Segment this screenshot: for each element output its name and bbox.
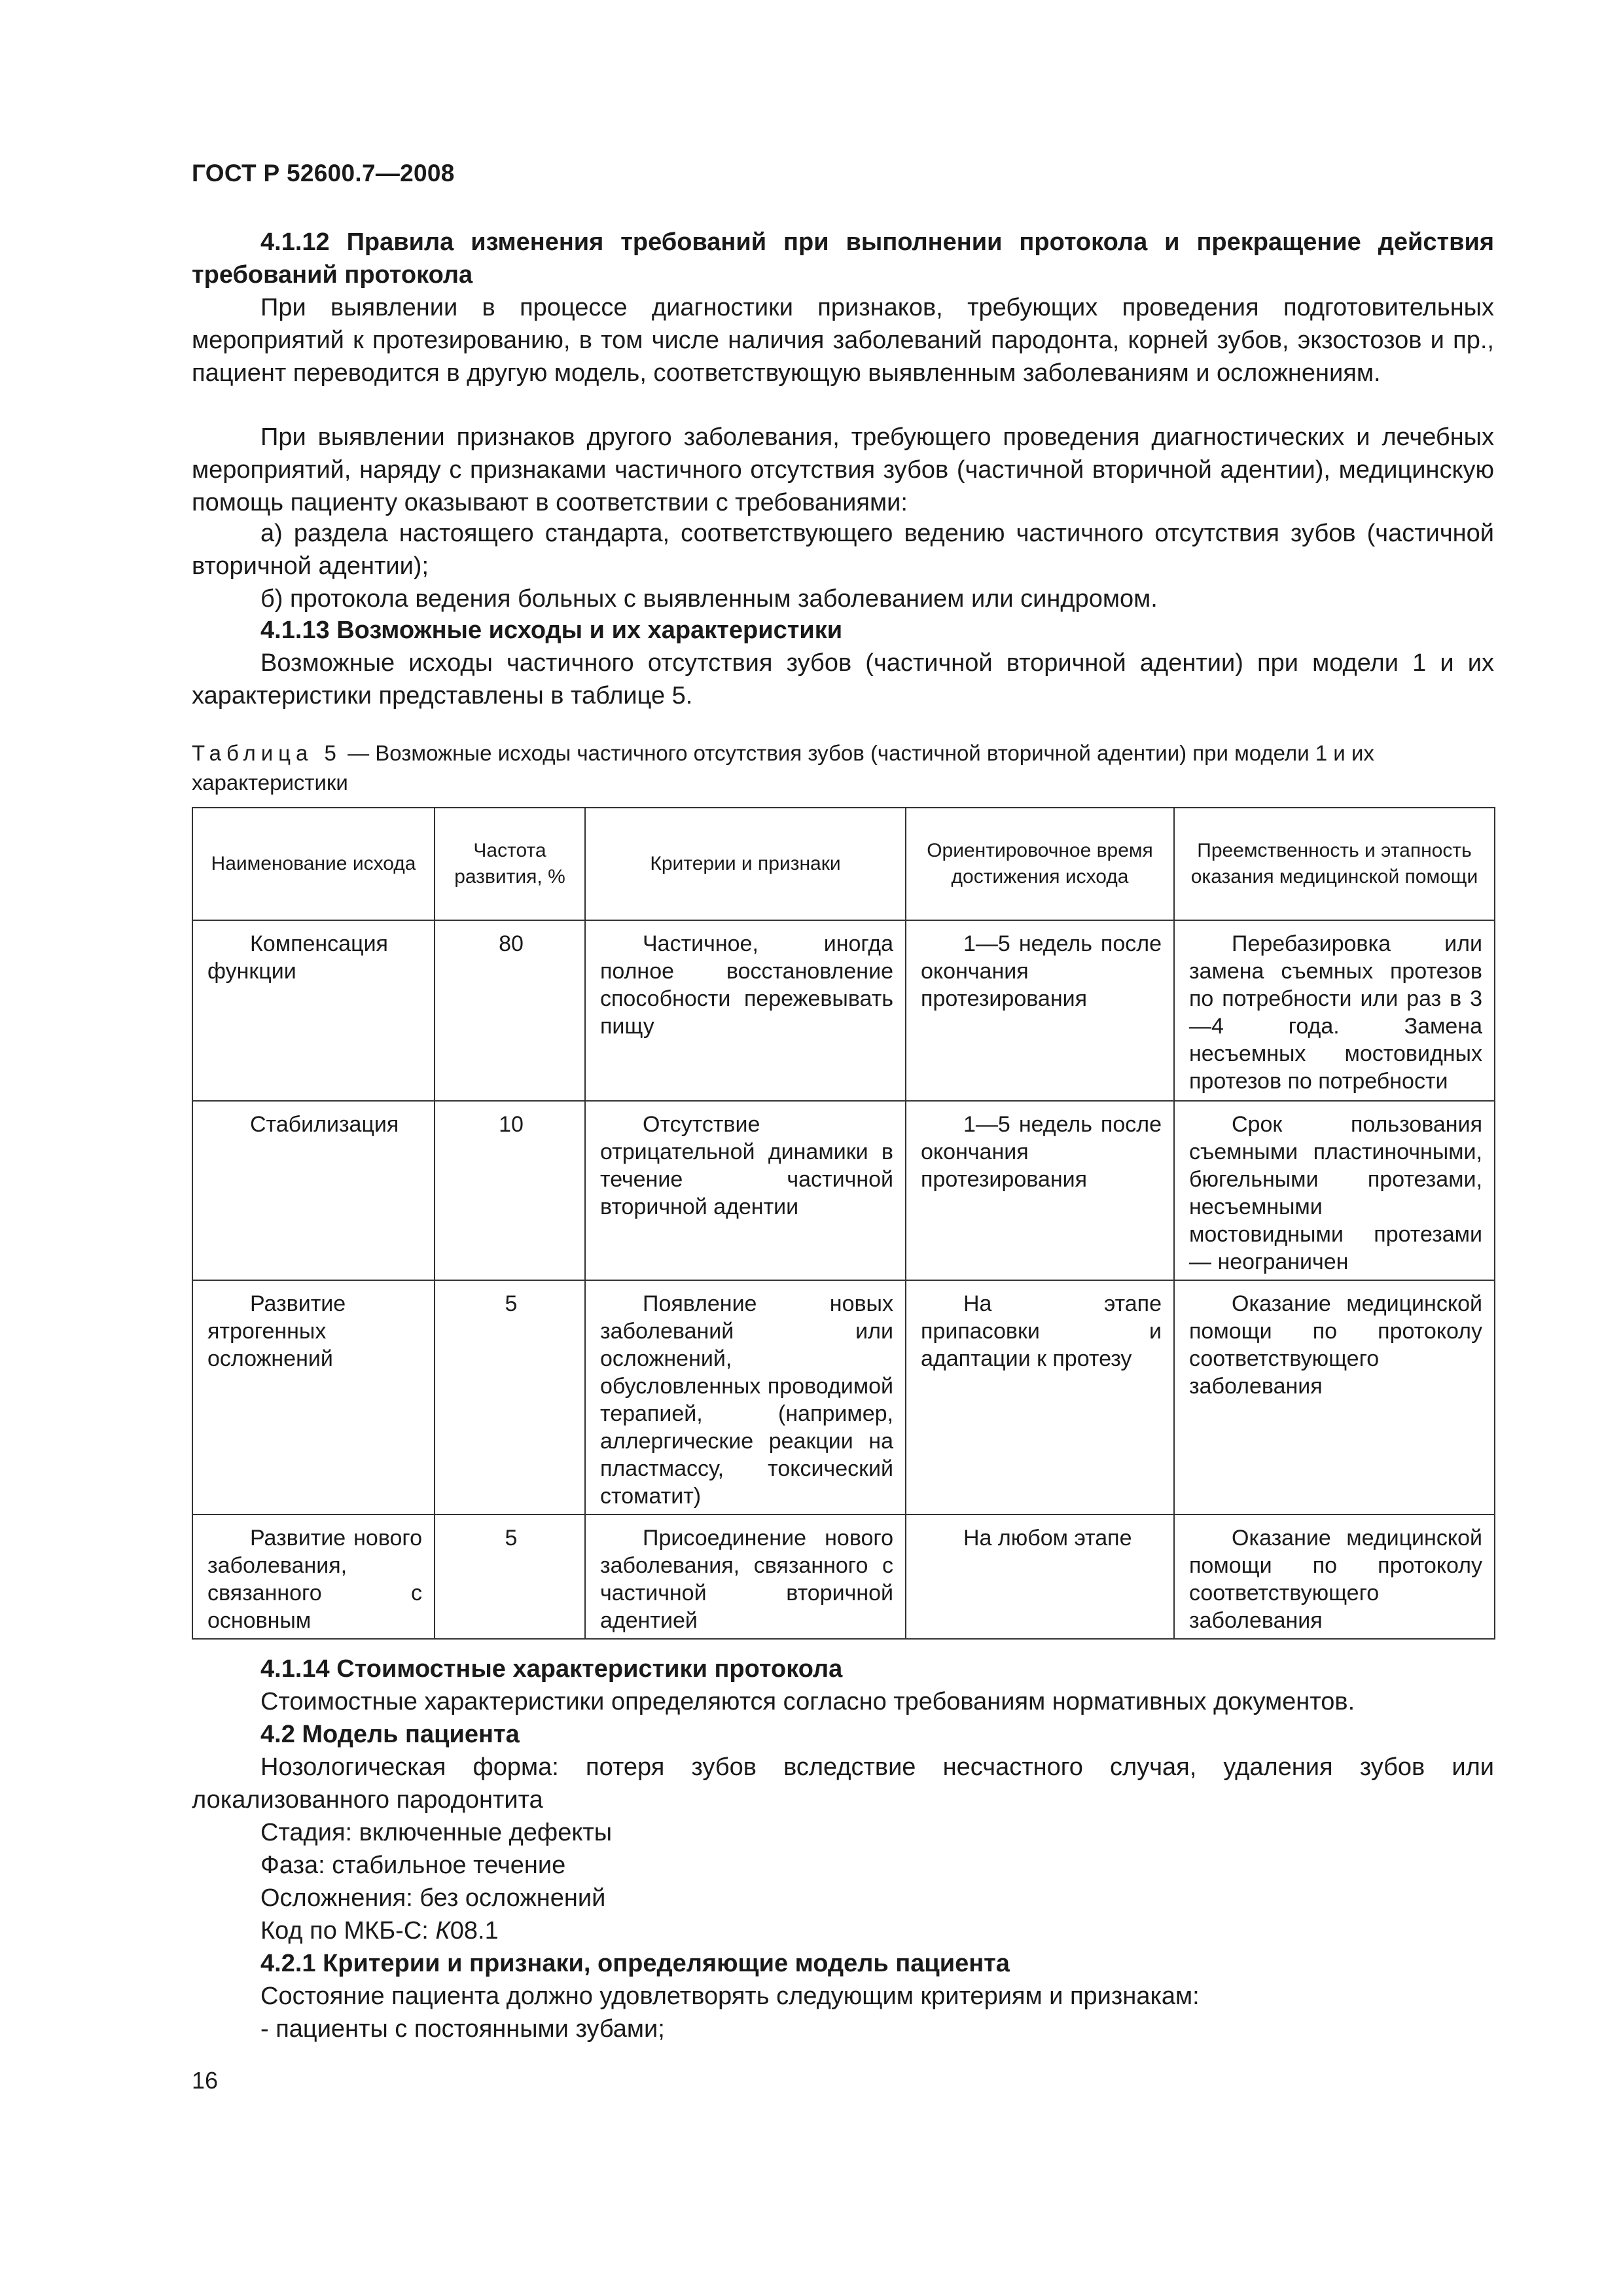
table-5-caption-label: Таблица 5 xyxy=(192,741,342,765)
section-4-2-1-heading: 4.2.1 Критерии и признаки, определяющие модель пациента xyxy=(260,1950,1010,1977)
icd-code-number: 08.1 xyxy=(450,1917,499,1945)
cell-continuity: Срок пользования съемными пластиночными, бюгельными протезами, несъемными мостовидными протезами — неограничен xyxy=(1174,1101,1495,1280)
section-4-1-14-heading: 4.1.14 Стоимостные характеристики протокола xyxy=(260,1655,843,1683)
section-4-2-1-paragraph: Состояние пациента должно удовлетворять следующим критериям и признакам: xyxy=(260,1982,1200,2010)
cell-time: 1—5 недель после окончания протезирования xyxy=(906,920,1174,1101)
table-header-row xyxy=(192,808,1495,920)
cell-frequency: 5 xyxy=(435,1280,585,1515)
section-4-2-complications: Осложнения: без осложнений xyxy=(260,1884,606,1912)
section-4-2-icd-code xyxy=(192,1914,1494,1947)
table-5 xyxy=(192,807,1495,1640)
table-row xyxy=(192,1101,1495,1280)
header-frequency: Частота развития, % xyxy=(435,808,585,920)
section-4-2-heading: 4.2 Модель пациента xyxy=(260,1721,520,1748)
cell-outcome-name: Стабилизация xyxy=(192,1101,435,1280)
section-4-2-stage: Стадия: включенные дефекты xyxy=(260,1819,613,1846)
section-4-2-phase: Фаза: стабильное течение xyxy=(260,1852,566,1879)
table-row xyxy=(192,1280,1495,1515)
header-time: Ориентировочное время достижения исхода xyxy=(906,808,1174,920)
section-4-1-12-heading: 4.1.12 Правила изменения требований при выполнении протокола и прекращение действия требований протокола xyxy=(192,228,1494,289)
section-4-1-13-paragraph: Возможные исходы частичного отсутствия зубов (частичной вторичной адентии) при модели 1 и их характеристики представлены в таблице 5. xyxy=(192,649,1494,709)
cell-criteria: Частичное, иногда полное восстановление способности пережевывать пищу xyxy=(585,920,906,1101)
header-continuity: Преемственность и этапность оказания медицинской помощи xyxy=(1174,808,1495,920)
table-row xyxy=(192,920,1495,1101)
section-4-1-12-paragraph-1: При выявлении в процессе диагностики признаков, требующих проведения подготовительных мероприятий к протезированию, в том числе наличия заболеваний пародонта, корней зубов, экзостозов и пр., пациент переводится в другую модель, соответствующую выявленным заболеваниям и осложнениям. xyxy=(192,294,1494,387)
cell-frequency: 10 xyxy=(435,1101,585,1280)
header-outcome-name: Наименование исхода xyxy=(192,808,435,920)
cell-criteria: Отсутствие отрицательной динамики в течение частичной вторичной адентии xyxy=(585,1101,906,1280)
table-5-caption-text: — Возможные исходы частичного отсутствия зубов (частичной вторичной адентии) при модели 1 и их характеристики xyxy=(192,741,1374,795)
section-4-1-12-paragraph-2: При выявлении признаков другого заболевания, требующего проведения диагностических и лечебных мероприятий, наряду с признаками частичного отсутствия зубов (частичной вторичной адентии), медицинскую помощь пациенту оказывают в соответствии с требованиями: xyxy=(192,423,1494,516)
table-5-caption xyxy=(192,738,1494,797)
header-criteria: Критерии и признаки xyxy=(585,808,906,920)
cell-time: 1—5 недель после окончания протезирования xyxy=(906,1101,1174,1280)
cell-outcome-name: Развитие нового заболевания, связанного с основным xyxy=(192,1515,435,1639)
section-4-1-13-heading: 4.1.13 Возможные исходы и их характеристики xyxy=(260,617,843,644)
table-row xyxy=(192,1515,1495,1639)
cell-criteria: Появление новых заболеваний или осложнений, обусловленных проводимой терапией, (например, аллергические реакции на пластмассу, токсический стоматит) xyxy=(585,1280,906,1515)
cell-continuity: Оказание медицинской помощи по протоколу соответствующего заболевания xyxy=(1174,1515,1495,1639)
section-4-2-1-list-item: - пациенты с постоянными зубами; xyxy=(260,2015,665,2043)
section-4-1-12-item-a: а) раздела настоящего стандарта, соответствующего ведению частичного отсутствия зубов (частичной вторичной адентии); xyxy=(192,520,1494,580)
document-code: ГОСТ Р 52600.7—2008 xyxy=(192,160,455,187)
cell-continuity: Оказание медицинской помощи по протоколу соответствующего заболевания xyxy=(1174,1280,1495,1515)
cell-time: На этапе припасовки и адаптации к протезу xyxy=(906,1280,1174,1515)
cell-criteria: Присоединение нового заболевания, связанного с частичной вторичной адентией xyxy=(585,1515,906,1639)
section-4-1-14-paragraph: Стоимостные характеристики определяются согласно требованиям нормативных документов. xyxy=(260,1688,1355,1715)
icd-code-letter: К xyxy=(435,1917,450,1945)
section-4-2-nosology: Нозологическая форма: потеря зубов вследствие несчастного случая, удаления зубов или локализованного пародонтита xyxy=(192,1753,1494,1814)
cell-continuity: Перебазировка или замена съемных протезов по потребности или раз в 3—4 года. Замена несъемных мостовидных протезов по потребности xyxy=(1174,920,1495,1101)
icd-code-label: Код по МКБ-С: xyxy=(260,1917,436,1945)
page-number: 16 xyxy=(192,2067,219,2094)
cell-outcome-name: Развитие ятрогенных осложнений xyxy=(192,1280,435,1515)
cell-frequency: 5 xyxy=(435,1515,585,1639)
cell-frequency: 80 xyxy=(435,920,585,1101)
section-4-1-12-item-b: б) протокола ведения больных с выявленным заболеванием или синдромом. xyxy=(260,585,1158,613)
cell-time: На любом этапе xyxy=(906,1515,1174,1639)
cell-outcome-name: Компенсация функции xyxy=(192,920,435,1101)
